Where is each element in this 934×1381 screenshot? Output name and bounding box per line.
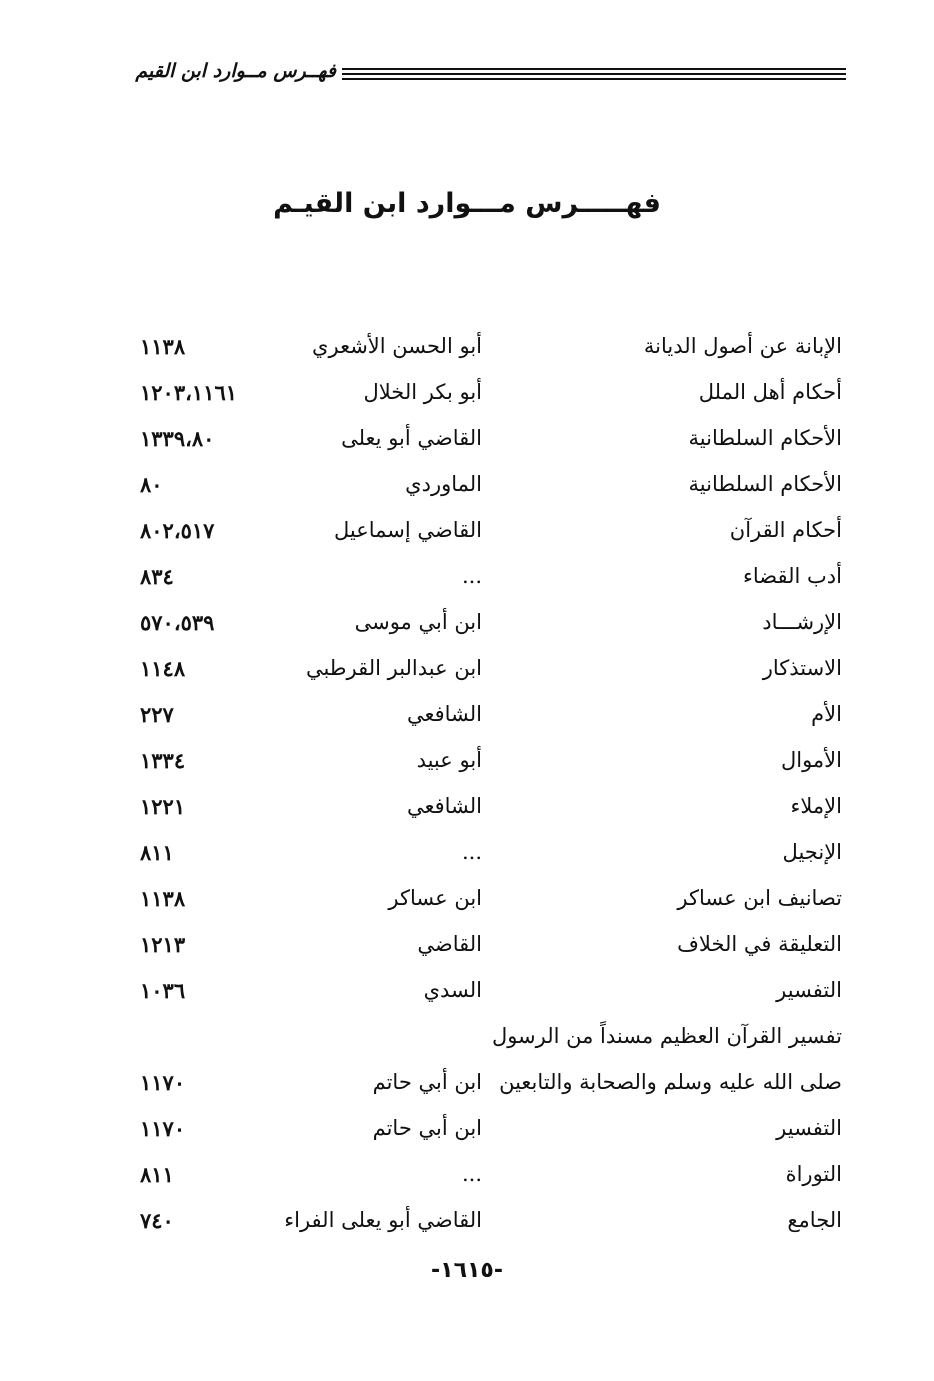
entry-title: الإنجيل (782, 840, 842, 864)
header-rule-line (342, 68, 846, 70)
entry-title: الأحكام السلطانية (688, 426, 842, 450)
index-row (0, 1156, 934, 1202)
entry-title: الجامع (787, 1208, 842, 1232)
index-row (0, 558, 934, 604)
entry-author: القاضي أبو يعلى الفراء (284, 1208, 482, 1232)
entry-title: التعليقة في الخلاف (677, 932, 842, 956)
entry-author: الشافعي (406, 794, 482, 818)
header-rule (342, 68, 846, 83)
index-row (0, 834, 934, 880)
entry-title: الإرشـــاد (762, 610, 842, 634)
index-row (0, 972, 934, 1018)
index-row (0, 328, 934, 374)
entry-pages: ١١٧٠ (140, 1116, 186, 1141)
index-row (0, 926, 934, 972)
page-number: -١٦١٥- (431, 1258, 503, 1283)
entry-pages: ١٣٣٤ (140, 748, 186, 773)
running-header (132, 58, 846, 94)
page-title: فهـــــرس مـــوارد ابن القيـم (273, 188, 661, 219)
entry-author: ابن أبي حاتم (372, 1070, 482, 1094)
entry-pages: ١٢٠٣،١١٦١ (140, 380, 238, 405)
index-row (0, 1064, 934, 1110)
entry-title: التفسير (776, 1116, 842, 1140)
entry-title: تصانيف ابن عساكر (677, 886, 842, 910)
entry-author: ... (461, 564, 482, 588)
entry-title: الأم (811, 702, 842, 726)
entry-title: صلى الله عليه وسلم والصحابة والتابعين (499, 1070, 842, 1094)
index-row (0, 742, 934, 788)
entry-author: ... (461, 1162, 482, 1186)
entry-author: الماوردي (405, 472, 482, 496)
entry-pages: ١٠٣٦ (140, 978, 186, 1003)
entry-title: الأموال (780, 748, 842, 772)
index-row (0, 650, 934, 696)
entry-title: الإملاء (790, 794, 842, 818)
index-row (0, 512, 934, 558)
index-row (0, 880, 934, 926)
entry-author: ابن عساكر (388, 886, 482, 910)
index-row (0, 466, 934, 512)
index-row (0, 420, 934, 466)
entry-title: التفسير (776, 978, 842, 1002)
entry-author: القاضي (417, 932, 482, 956)
entry-pages: ٥٧٠،٥٣٩ (140, 610, 215, 635)
entry-pages: ٨٠ (140, 472, 163, 497)
entry-author: أبو بكر الخلال (363, 380, 482, 404)
entry-author: ابن أبي موسى (354, 610, 482, 634)
entry-pages: ٨٣٤ (140, 564, 174, 589)
entry-pages: ١٢١٣ (140, 932, 186, 957)
index-row (0, 1110, 934, 1156)
entry-author: أبو عبيد (416, 748, 482, 772)
entry-author: ابن أبي حاتم (372, 1116, 482, 1140)
entry-pages: ١١٧٠ (140, 1070, 186, 1095)
entry-author: ... (461, 840, 482, 864)
entry-pages: ١١٤٨ (140, 656, 186, 681)
entry-title: الاستذكار (762, 656, 842, 680)
entry-title: تفسير القرآن العظيم مسنداً من الرسول (491, 1024, 842, 1048)
index-row (0, 1202, 934, 1248)
entry-pages: ٨١١ (140, 1162, 174, 1187)
index-row (0, 604, 934, 650)
entry-author: القاضي أبو يعلى (341, 426, 482, 450)
entry-title: التوراة (785, 1162, 842, 1186)
entry-pages: ١٢٢١ (140, 794, 186, 819)
entry-author: أبو الحسن الأشعري (312, 334, 482, 358)
running-head-title: فهــرس مــوارد ابن القيم (135, 60, 336, 82)
entry-author: الشافعي (406, 702, 482, 726)
entry-pages: ١٣٣٩،٨٠ (140, 426, 215, 451)
entry-author: القاضي إسماعيل (333, 518, 482, 542)
index-row (0, 1018, 934, 1064)
entry-pages: ١١٣٨ (140, 334, 186, 359)
entry-pages: ١١٣٨ (140, 886, 186, 911)
entry-pages: ٨١١ (140, 840, 174, 865)
index-list (0, 328, 934, 1248)
entry-pages: ٧٤٠ (140, 1208, 174, 1233)
header-rule-line (342, 73, 846, 75)
entry-title: الأحكام السلطانية (688, 472, 842, 496)
index-row (0, 696, 934, 742)
entry-pages: ٨٠٢،٥١٧ (140, 518, 215, 543)
entry-title: أحكام القرآن (729, 518, 842, 542)
entry-title: الإبانة عن أصول الديانة (643, 334, 842, 358)
entry-title: أدب القضاء (743, 564, 842, 588)
entry-title: أحكام أهل الملل (698, 380, 842, 404)
index-row (0, 374, 934, 420)
entry-author: ابن عبدالبر القرطبي (305, 656, 482, 680)
index-row (0, 788, 934, 834)
header-rule-line (342, 78, 846, 80)
entry-author: السدي (423, 978, 482, 1002)
entry-pages: ٢٢٧ (140, 702, 174, 727)
